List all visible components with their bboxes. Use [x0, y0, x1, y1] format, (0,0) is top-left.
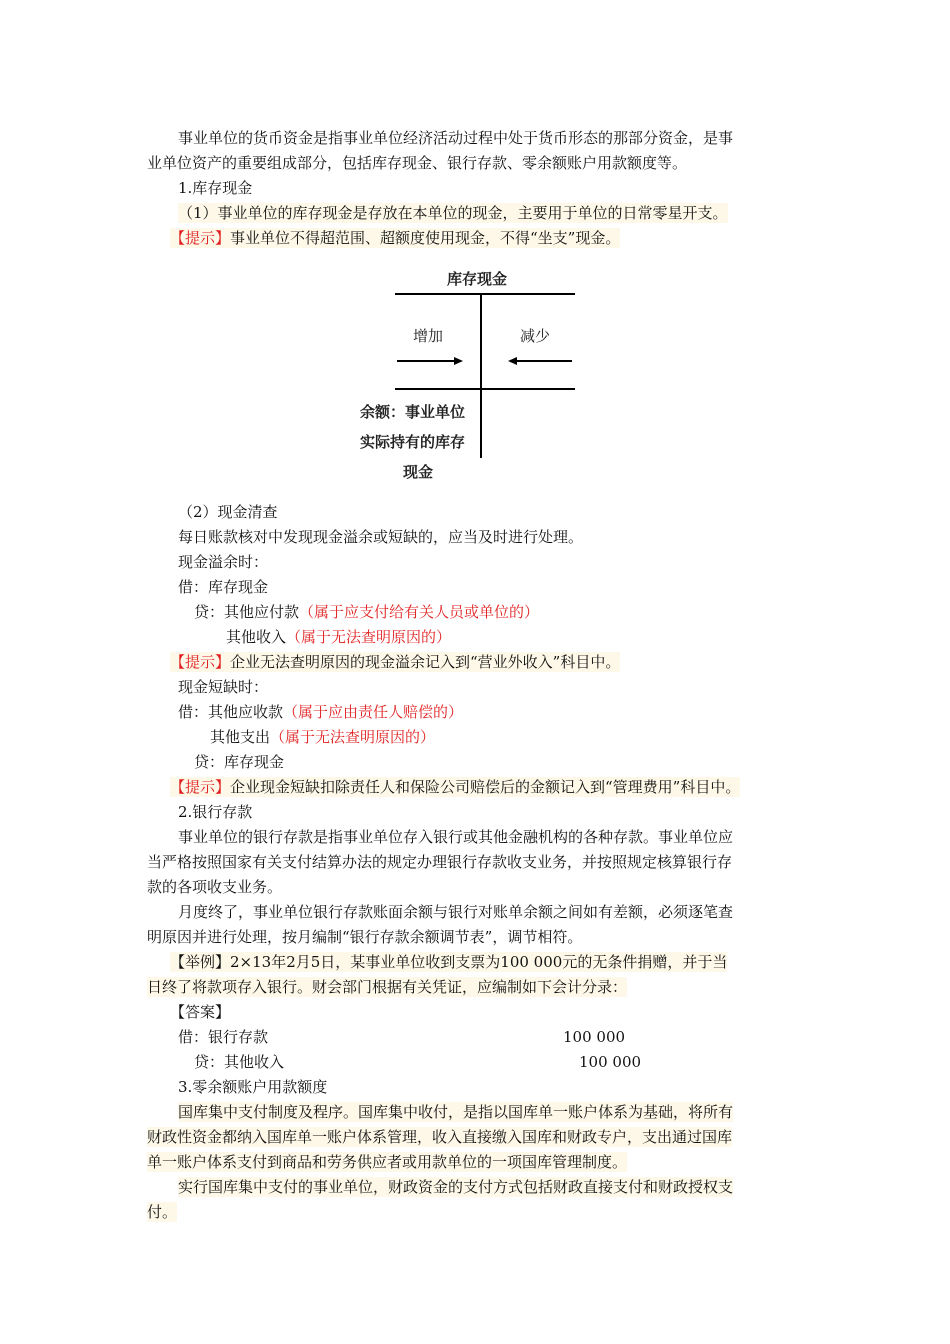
shortage-debit2-account: 其他支出	[210, 728, 271, 746]
answer-credit-amount: 100 000	[579, 1053, 642, 1071]
tip-text: 事业单位不得超范围、超额度使用现金，不得“坐支”现金。	[230, 229, 621, 247]
balance-line3: 现金	[403, 463, 434, 481]
surplus-debit: 借：库存现金	[178, 578, 269, 596]
bank-para1-line3: 款的各项收支业务。	[147, 878, 283, 896]
tip-text: 企业无法查明原因的现金溢余记入到“营业外收入”科目中。	[230, 653, 621, 671]
cash-check-desc: 每日账款核对中发现现金溢余或短缺的，应当及时进行处理。	[178, 528, 584, 546]
tip-label: 【提示】	[170, 653, 231, 671]
surplus-credit2-account: 其他收入	[226, 628, 287, 646]
zero-para1-line2: 财政性资金都纳入国库单一账户体系管理，收入直接缴入国库和财政专户，支出通过国库	[147, 1128, 733, 1146]
tip-shortage	[170, 777, 740, 797]
shortage-title: 现金短缺时：	[178, 678, 269, 696]
answer-debit: 借：银行存款	[178, 1028, 269, 1046]
heading-bank-deposit: 2.银行存款	[178, 803, 253, 821]
balance-line1: 余额：事业单位	[360, 403, 466, 421]
surplus-credit2	[226, 627, 451, 647]
t-account-title: 库存现金	[447, 270, 508, 288]
t-account-right-label: 减少	[520, 327, 551, 345]
shortage-debit2	[210, 727, 435, 747]
tip-label: 【提示】	[170, 778, 231, 796]
answer-credit: 贷：其他收入	[194, 1053, 285, 1071]
example-line2: 日终了将款项存入银行。财会部门根据有关凭证，应编制如下会计分录：	[147, 978, 628, 996]
surplus-credit2-note: （属于无法查明原因的）	[286, 628, 452, 646]
surplus-title: 现金溢余时：	[178, 553, 269, 571]
bank-para2-line2: 明原因并进行处理，按月编制“银行存款余额调节表”，调节相符。	[147, 928, 583, 946]
surplus-credit1-note: （属于应支付给有关人员或单位的）	[299, 603, 540, 621]
shortage-debit1-note: （属于应由责任人赔偿的）	[283, 703, 464, 721]
zero-para1-line3: 单一账户体系支付到商品和劳务供应者或用款单位的一项国库管理制度。	[147, 1153, 628, 1171]
heading-cash-check: （2）现金清查	[178, 503, 278, 521]
tip-label: 【提示】	[170, 229, 231, 247]
shortage-debit1-account: 借：其他应收款	[178, 703, 284, 721]
shortage-debit1	[178, 702, 463, 722]
example-line1: 【举例】2×13年2月5日，某事业单位收到支票为100 000元的无条件捐赠，并于当	[170, 953, 728, 971]
cash-definition: （1）事业单位的库存现金是存放在本单位的现金，主要用于单位的日常零星开支。	[178, 204, 728, 222]
bank-para1-line2: 当严格按照国家有关支付结算办法的规定办理银行存款收支业务，并按照规定核算银行存	[147, 853, 733, 871]
balance-line2: 实际持有的库存	[360, 433, 466, 451]
tip-text: 企业现金短缺扣除责任人和保险公司赔偿后的金额记入到“管理费用”科目中。	[230, 778, 741, 796]
bank-para2-line1: 月度终了，事业单位银行存款账面余额与银行对账单余额之间如有差额，必须逐笔查	[178, 903, 734, 921]
tip-cash-usage	[170, 228, 620, 248]
zero-para2-line2: 付。	[147, 1203, 178, 1221]
tip-surplus	[170, 652, 620, 672]
paragraph-intro-line2: 业单位资产的重要组成部分，包括库存现金、银行存款、零余额账户用款额度等。	[147, 154, 688, 172]
answer-debit-amount: 100 000	[563, 1028, 626, 1046]
shortage-debit2-note: （属于无法查明原因的）	[270, 728, 436, 746]
zero-para1-line1: 国库集中支付制度及程序。国库集中收付，是指以国库单一账户体系为基础，将所有	[178, 1103, 734, 1121]
t-account-left-label: 增加	[413, 327, 444, 345]
paragraph-intro-line1: 事业单位的货币资金是指事业单位经济活动过程中处于货币形态的那部分资金，是事	[178, 129, 734, 147]
surplus-credit1	[194, 602, 539, 622]
t-account-diagram	[355, 262, 585, 482]
shortage-credit: 贷：库存现金	[194, 753, 285, 771]
heading-zero-balance: 3.零余额账户用款额度	[178, 1078, 328, 1096]
heading-cash-on-hand: 1.库存现金	[178, 179, 253, 197]
surplus-credit1-account: 贷：其他应付款	[194, 603, 300, 621]
answer-label: 【答案】	[170, 1003, 231, 1021]
bank-para1-line1: 事业单位的银行存款是指事业单位存入银行或其他金融机构的各种存款。事业单位应	[178, 828, 734, 846]
zero-para2-line1: 实行国库集中支付的事业单位，财政资金的支付方式包括财政直接支付和财政授权支	[178, 1178, 734, 1196]
